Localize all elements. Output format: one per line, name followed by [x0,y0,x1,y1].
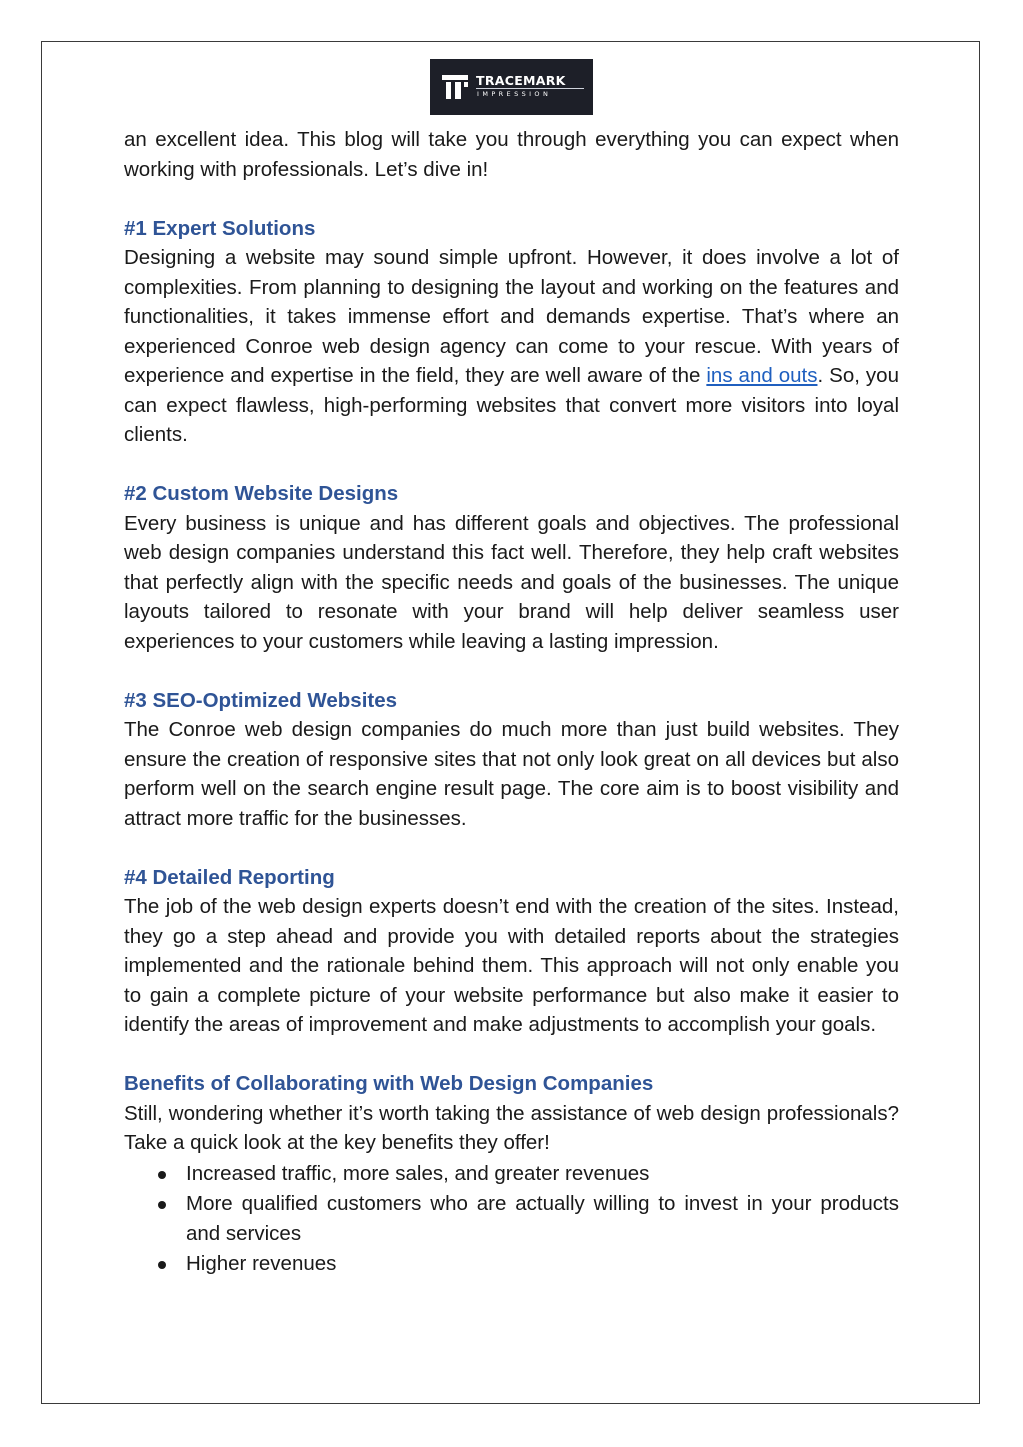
logo-divider [476,88,584,89]
tracemark-logo [430,59,593,115]
section-body-detailed-reporting: The job of the web design experts doesn’t end with the creation of the sites. Instead, they go a step ahead and provide you with detailed reports about the strategies implemented and the rationale behind them. This approach will not only enable you to gain a complete picture of your website performance but also make it easier to identify the areas of improvement and make adjustments to accomplish your goals. [124,895,899,1036]
benefits-intro: Still, wondering whether it’s worth taking the assistance of web design professionals? Take a quick look at the key benefits they offer! [124,1101,899,1154]
intro-paragraph: an excellent idea. This blog will take you through everything you can expect when working with professionals. Let’s dive in! [124,128,899,181]
list-item [124,1189,899,1248]
body-text: . So, you can expect flawless, high-performing websites that convert more visitors into loyal clients. [124,364,899,446]
list-item-text: Increased traffic, more sales, and greater revenues [186,1161,650,1185]
bullet-icon [158,1171,166,1179]
section-body-seo-optimized: The Conroe web design companies do much more than just build websites. They ensure the creation of responsive sites that not only look great on all devices but also perform well on the search engine result page. The core aim is to boost visibility and attract more traffic for the businesses. [124,718,899,830]
benefits-heading: Benefits of Collaborating with Web Design Companies [124,1072,654,1095]
section-heading-custom-designs: #2 Custom Website Designs [124,482,399,505]
document-body [124,125,899,1279]
benefits-list [124,1159,899,1279]
list-item-text: Higher revenues [186,1252,337,1275]
logo-wordmark: TRACEMARK [476,73,566,88]
logo-tagline: IMPRESSION [477,90,552,98]
bullet-icon [158,1261,166,1269]
list-item [124,1249,899,1279]
section-heading-detailed-reporting: #4 Detailed Reporting [124,865,335,889]
tracemark-t-icon [442,73,470,101]
section-heading-expert-solutions: #1 Expert Solutions [124,216,316,240]
list-item-text: More qualified customers who are actually willing to invest in your products and services [186,1192,899,1245]
list-item [124,1159,899,1189]
bullet-icon [158,1201,166,1209]
section-body-custom-designs: Every business is unique and has different goals and objectives. The professional web design companies understand this fact well. Therefore, they help craft websites that perfectly align with the specific needs and goals of the businesses. The unique layouts tailored to resonate with your brand will help deliver seamless user experiences to your customers while leaving a lasting impression. [124,511,899,653]
ins-and-outs-link[interactable]: ins and outs [706,364,818,387]
section-heading-seo-optimized: #3 SEO-Optimized Websites [124,688,398,712]
body-text: Designing a website may sound simple upfront. However, it does involve a lot of complexities. From planning to designing the layout and working on the features and functionalities, it takes immense effort and demands expertise. That’s where an experienced Conroe web design agency can come to your rescue. With years of experience and expertise in the field, they are well aware of the [124,246,899,387]
section-body-expert-solutions [124,243,899,450]
